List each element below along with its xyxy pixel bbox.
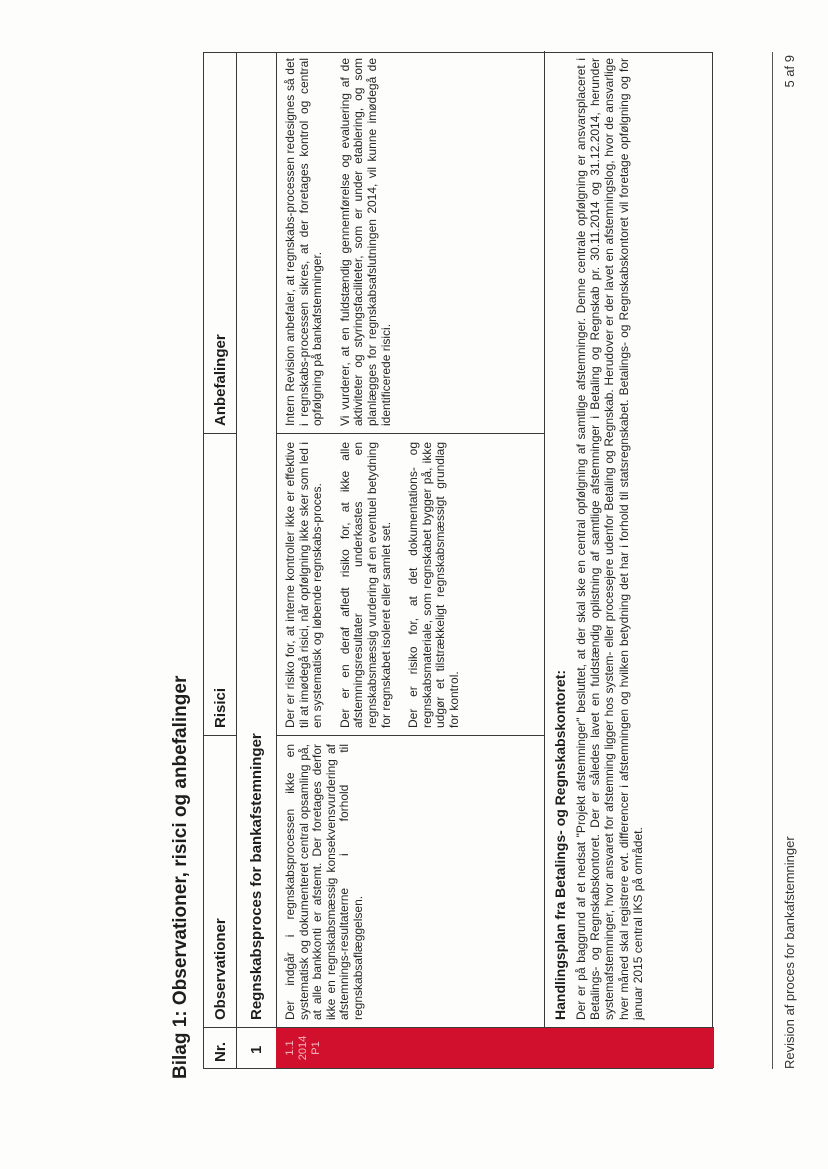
- risici-text: [284, 442, 462, 728]
- observation-text: Der indgår i regnskabsprocessen ikke en systematisk og dokumenteret central opsamling på, at alle bankkonti er afstemt. Der foretages derfor ikke en regnskabsmæssig konsekvensvurdering af afstemnings-resultaterne i forhold til regnskabsaflæggelsen.: [283, 744, 365, 1020]
- page-number: 5 af 9: [782, 55, 797, 88]
- divider: [544, 51, 545, 1028]
- recommendation-paragraph: Intern Revision anbefaler, at regnskabs-processen redesignes så det i regnskabs-processen sikres, at der foretages kontrol og central opfølgning på bankafstemninger.: [283, 58, 325, 426]
- reference-marker: [276, 1028, 714, 1068]
- table-header-row: [204, 53, 237, 1068]
- ref-line: 2014: [297, 1035, 309, 1061]
- action-plan-text: Der er på baggrund af et nedsat "Projekt afstemninger" besluttet, at der skal ske en central opfølgning af samtlige afstemninger. Denne centrale opfølgning er ansvarsplaceret i Betalings- og Regnskabskontoret. Der er således lavet en fuldstændig oplistning af samtlige afstemninger i Betaling og Regnskab pr. 30.11.2014 og 31.12.2014, herunder systemafstemninger, hvor ansvaret for afstemning ligger hos system- eller procesejere udenfor Betaling og Regnskab. Herudover er der lavet en afstemningslog, hvor de ansvarlige hver måned skal registrere evt. differencer i afstemningen og hvilken betydning det har i forhold til statsregnskabet. Betalings- og Regnskabskontoret vil foretage opfølgning og for januar 2015 central IKS på området.: [574, 58, 645, 1020]
- divider: [204, 433, 236, 434]
- risk-paragraph: Der er risiko for, at interne kontroller ikke er effektive til at imødegå risici, når opfølgning ikke sker som led i en systematisk og løbende regnskabs-proces.: [283, 442, 325, 728]
- header-observationer: [204, 736, 236, 1028]
- ref-line: P1: [310, 1041, 322, 1055]
- header-nr-label: Nr.: [212, 1041, 229, 1062]
- anbefalinger-text: [284, 58, 393, 426]
- divider: [276, 433, 544, 434]
- risk-paragraph: Der er risiko for, at det dokumentations- og regnskabsmateriale, som regnskabet bygger på, ikke udgør et tilstrækkeligt regnskabsmæssigt grundlag for kontrol.: [406, 442, 461, 728]
- divider: [276, 735, 544, 736]
- reference-label: [284, 1030, 323, 1066]
- header-observationer-label: Observationer: [212, 918, 229, 1020]
- header-nr: [204, 1028, 236, 1068]
- section-number: 1: [248, 1045, 265, 1054]
- divider: [204, 735, 236, 736]
- header-anbefalinger: [204, 51, 236, 434]
- footer-document-title: Revision af proces for bankafstemninger: [782, 836, 797, 1069]
- header-risici: [204, 434, 236, 736]
- findings-table: [203, 52, 713, 1069]
- risk-paragraph: Der er en deraf afledt risiko for, at ikke alle afstemningsresultater underkastes en regnskabsmæssig vurdering af en eventuel betydning for regnskabet isoleret eller samlet set.: [337, 442, 393, 728]
- section-title: Regnskabsproces for bankafstemninger: [248, 733, 265, 1020]
- page-title: Bilag 1: Observationer, risici og anbefalinger: [170, 675, 191, 1079]
- header-anbefalinger-label: Anbefalinger: [212, 334, 229, 426]
- action-plan-heading: Handlingsplan fra Betalings- og Regnskabskontoret:: [552, 669, 568, 1020]
- recommendation-paragraph: Vi vurderer, at en fuldstændig gennemførelse og evaluering af de aktiviteter og styringsfaciliteter, som er under etablering, og som planlægges for regnskabsafslutningen 2014, vil kunne imødegå de identificerede risici.: [337, 58, 393, 426]
- ref-line: 1.1: [284, 1040, 296, 1056]
- footer-rule: [772, 52, 773, 1069]
- section-row: [236, 53, 277, 1068]
- header-risici-label: Risici: [212, 687, 229, 728]
- action-plan: [552, 58, 645, 1020]
